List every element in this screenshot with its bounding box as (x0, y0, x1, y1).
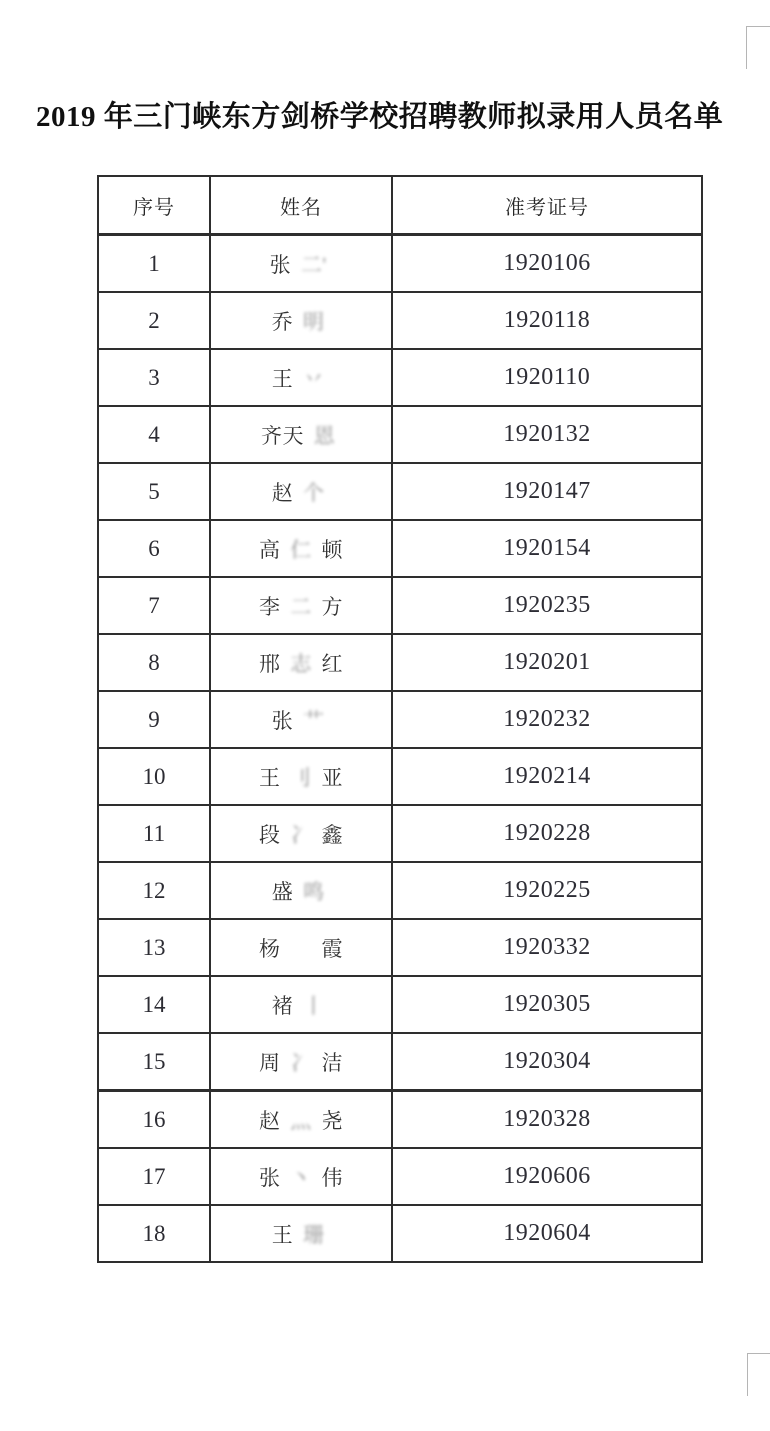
header-serial-number: 序号 (98, 176, 210, 235)
name-obscured-part: 二' (300, 252, 327, 277)
name-visible-part: 李 (259, 594, 281, 619)
cell-ticket-number: 1920304 (392, 1033, 702, 1091)
name-obscured-part: 恩 (313, 423, 336, 448)
name-obscured-part: 冫 (290, 822, 312, 847)
table-row (98, 520, 702, 577)
cell-ticket-number: 1920154 (392, 520, 702, 577)
header-row (98, 176, 702, 235)
roster-table-head (98, 176, 702, 235)
name-suffix-part: 红 (321, 651, 343, 676)
cell-name (210, 1205, 392, 1262)
name-visible-part: 王 (271, 366, 294, 391)
cell-serial-number: 13 (98, 919, 210, 976)
page-title: 2019 年三门峡东方剑桥学校招聘教师拟录用人员名单 (36, 101, 724, 133)
name-obscured-part: 刂 (290, 765, 312, 790)
table-row (98, 748, 702, 805)
cell-name (210, 919, 392, 976)
name-obscured-part: 丨 (303, 993, 325, 1018)
table-row (98, 1033, 702, 1091)
cell-ticket-number: 1920147 (392, 463, 702, 520)
cell-ticket-number: 1920228 (392, 805, 702, 862)
name-visible-part: 张 (271, 708, 294, 733)
cell-ticket-number: 1920606 (392, 1148, 702, 1205)
name-obscured-part: 二 (290, 594, 312, 619)
cell-name (210, 1033, 392, 1091)
cell-name (210, 349, 392, 406)
cell-name (210, 634, 392, 691)
cell-serial-number: 7 (98, 577, 210, 634)
cell-ticket-number: 1920132 (392, 406, 702, 463)
cell-ticket-number: 1920201 (392, 634, 702, 691)
name-obscured-part (290, 933, 312, 963)
name-visible-part: 杨 (259, 936, 281, 961)
cell-name (210, 292, 392, 349)
table-row (98, 805, 702, 862)
name-visible-part: 乔 (271, 309, 294, 334)
table-row (98, 463, 702, 520)
name-suffix-part: 伟 (321, 1165, 343, 1190)
name-suffix-part: 洁 (321, 1050, 343, 1075)
cell-serial-number: 14 (98, 976, 210, 1033)
header-name: 姓名 (210, 176, 392, 235)
cell-serial-number: 9 (98, 691, 210, 748)
name-obscured-part: 灬 (290, 1108, 312, 1133)
cell-name (210, 862, 392, 919)
cell-ticket-number: 1920118 (392, 292, 702, 349)
cell-name (210, 520, 392, 577)
cell-serial-number: 1 (98, 235, 210, 293)
table-row (98, 919, 702, 976)
table-row (98, 577, 702, 634)
cell-name (210, 463, 392, 520)
cell-name (210, 235, 392, 293)
name-obscured-part: 鸣 (303, 879, 325, 904)
name-suffix-part: 霞 (321, 936, 343, 961)
cell-ticket-number: 1920110 (392, 349, 702, 406)
name-visible-part: 王 (259, 765, 281, 790)
table-row (98, 349, 702, 406)
cell-ticket-number: 1920332 (392, 919, 702, 976)
cell-name (210, 976, 392, 1033)
table-row (98, 1205, 702, 1262)
cell-ticket-number: 1920214 (392, 748, 702, 805)
name-suffix-part: 亚 (321, 765, 343, 790)
cell-serial-number: 15 (98, 1033, 210, 1091)
name-visible-part: 张 (269, 252, 292, 277)
cell-serial-number: 5 (98, 463, 210, 520)
table-row (98, 976, 702, 1033)
cell-serial-number: 18 (98, 1205, 210, 1262)
name-visible-part: 邢 (259, 651, 281, 676)
table-row (98, 1091, 702, 1149)
table-row (98, 292, 702, 349)
name-visible-part: 赵 (271, 480, 294, 505)
name-obscured-part: 艹 (303, 708, 325, 733)
cell-ticket-number: 1920328 (392, 1091, 702, 1149)
name-visible-part: 张 (259, 1165, 281, 1190)
name-visible-part: 周 (259, 1050, 281, 1075)
name-visible-part: 王 (271, 1222, 294, 1247)
name-obscured-part: 冫 (290, 1050, 312, 1075)
name-obscured-part: 志 (290, 651, 312, 676)
cell-ticket-number: 1920232 (392, 691, 702, 748)
cell-name (210, 691, 392, 748)
name-obscured-part: 丷 (303, 366, 325, 391)
name-suffix-part: 方 (321, 594, 343, 619)
name-visible-part: 齐天 (261, 423, 304, 448)
name-obscured-part: 仁 (290, 537, 312, 562)
name-obscured-part: 珊 (303, 1222, 325, 1247)
roster-table (97, 175, 703, 1263)
cell-ticket-number: 1920106 (392, 235, 702, 293)
table-row (98, 235, 702, 293)
table-row (98, 862, 702, 919)
cell-ticket-number: 1920225 (392, 862, 702, 919)
cell-name (210, 1091, 392, 1149)
cell-ticket-number: 1920305 (392, 976, 702, 1033)
cell-ticket-number: 1920235 (392, 577, 702, 634)
name-suffix-part: 顿 (321, 537, 343, 562)
cell-name (210, 577, 392, 634)
table-row (98, 1148, 702, 1205)
roster-table-body (98, 235, 702, 1263)
name-visible-part: 盛 (271, 879, 294, 904)
table-row (98, 634, 702, 691)
name-obscured-part: 个 (303, 480, 325, 505)
name-suffix-part: 鑫 (321, 822, 343, 847)
cell-serial-number: 12 (98, 862, 210, 919)
cell-serial-number: 3 (98, 349, 210, 406)
cell-name (210, 1148, 392, 1205)
table-row (98, 691, 702, 748)
name-visible-part: 段 (259, 822, 281, 847)
cell-serial-number: 16 (98, 1091, 210, 1149)
name-visible-part: 赵 (259, 1108, 281, 1133)
name-visible-part: 高 (259, 537, 281, 562)
cell-serial-number: 11 (98, 805, 210, 862)
name-obscured-part: 明 (303, 309, 325, 334)
cell-name (210, 406, 392, 463)
table-row (98, 406, 702, 463)
name-obscured-part: 丶 (290, 1165, 312, 1190)
name-suffix-part: 尧 (321, 1108, 343, 1133)
cell-serial-number: 6 (98, 520, 210, 577)
cell-ticket-number: 1920604 (392, 1205, 702, 1262)
cell-serial-number: 17 (98, 1148, 210, 1205)
name-visible-part: 褚 (271, 993, 294, 1018)
cell-serial-number: 10 (98, 748, 210, 805)
cell-serial-number: 4 (98, 406, 210, 463)
cell-name (210, 748, 392, 805)
header-ticket-number: 准考证号 (392, 176, 702, 235)
page-corner-mark-top-right (746, 26, 770, 69)
cell-serial-number: 8 (98, 634, 210, 691)
page-corner-mark-bottom-right (747, 1353, 770, 1396)
cell-name (210, 805, 392, 862)
cell-serial-number: 2 (98, 292, 210, 349)
